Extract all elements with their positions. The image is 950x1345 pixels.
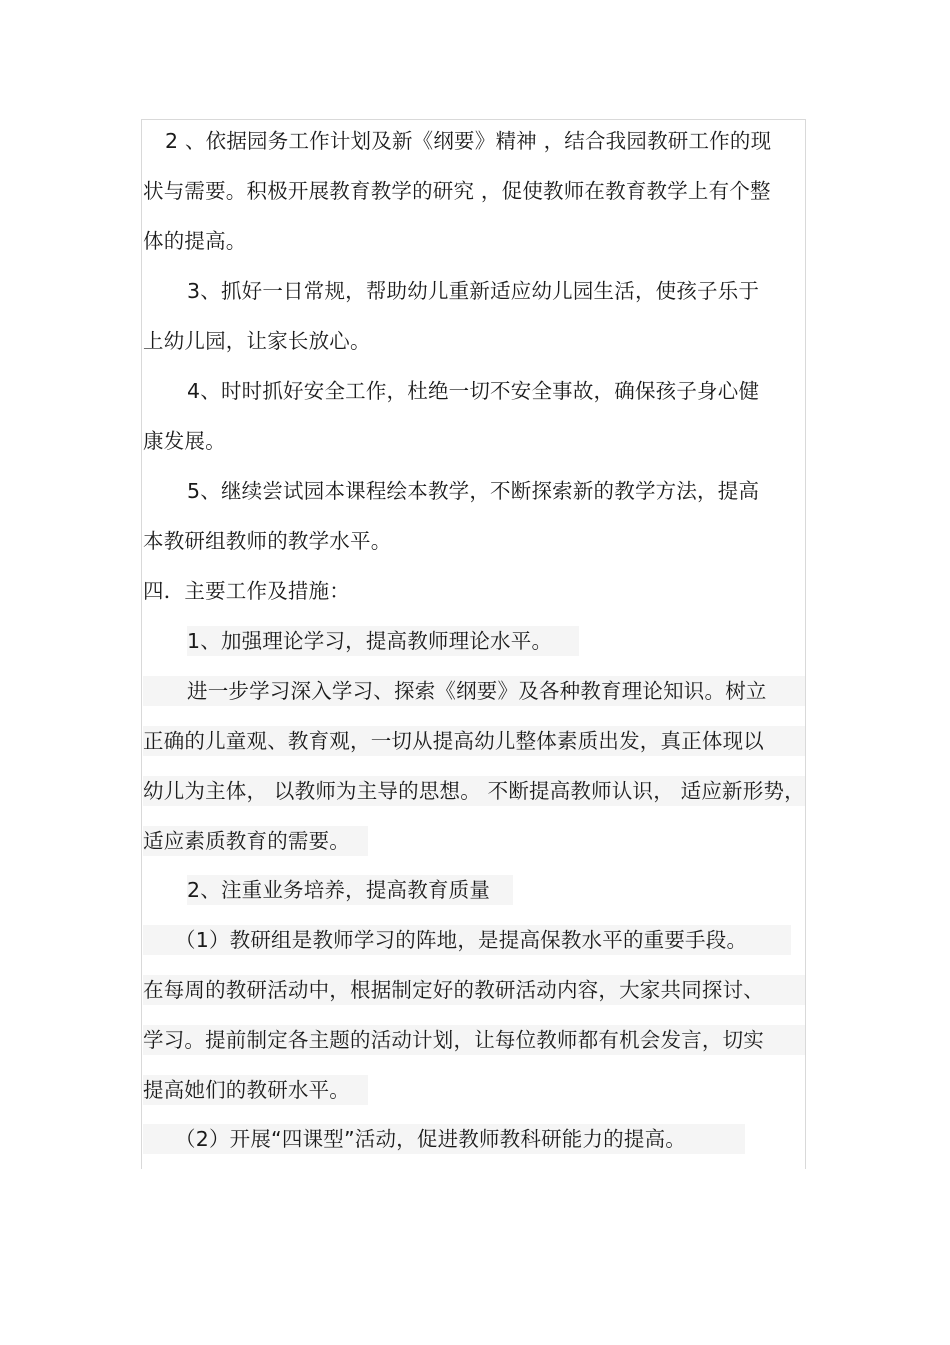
paragraph-line: 进一步学习深入学习、探索《纲要》及各种教育理论知识。树立 <box>187 679 767 703</box>
paragraph-line: 2 、依据园务工作计划及新《纲要》精神 ，结合我园教研工作的现 <box>165 129 772 153</box>
paragraph-line: 上幼儿园，让家长放心。 <box>143 329 371 353</box>
section-heading: 四．主要工作及措施： <box>143 579 350 603</box>
paragraph-line: （1）教研组是教师学习的阵地，是提高保教水平的重要手段。 <box>175 928 748 952</box>
paragraph-line: 适应素质教育的需要。 <box>143 829 350 853</box>
paragraph-line: 4、时时抓好安全工作，杜绝一切不安全事故，确保孩子身心健 <box>187 379 760 403</box>
paragraph-line: 3、抓好一日常规，帮助幼儿重新适应幼儿园生活，使孩子乐于 <box>187 279 760 303</box>
paragraph-line: 状与需要。积极开展教育教学的研究 ，促使教师在教育教学上有个整 <box>143 179 771 203</box>
paragraph-line: 5、继续尝试园本课程绘本教学，不断探索新的教学方法，提高 <box>187 479 760 503</box>
subsection-heading: 1、加强理论学习，提高教师理论水平。 <box>187 629 553 653</box>
paragraph-line: 正确的儿童观、教育观，一切从提高幼儿整体素质出发，真正体现以 <box>143 729 764 753</box>
paragraph-line: 体的提高。 <box>143 229 247 253</box>
paragraph-line: 康发展。 <box>143 429 226 453</box>
paragraph-line: 本教研组教师的教学水平。 <box>143 529 392 553</box>
paragraph-line: 学习。提前制定各主题的活动计划，让每位教师都有机会发言，切实 <box>143 1028 764 1052</box>
paragraph-line: 幼儿为主体， 以教师为主导的思想。 不断提高教师认识， 适应新形势， <box>143 779 805 803</box>
subsection-heading: 2、注重业务培养，提高教育质量 <box>187 878 491 902</box>
paragraph-line: （2）开展“四课型”活动，促进教师教科研能力的提高。 <box>175 1127 686 1151</box>
paragraph-line: 在每周的教研活动中，根据制定好的教研活动内容，大家共同探讨、 <box>143 978 764 1002</box>
paragraph-line: 提高她们的教研水平。 <box>143 1078 350 1102</box>
